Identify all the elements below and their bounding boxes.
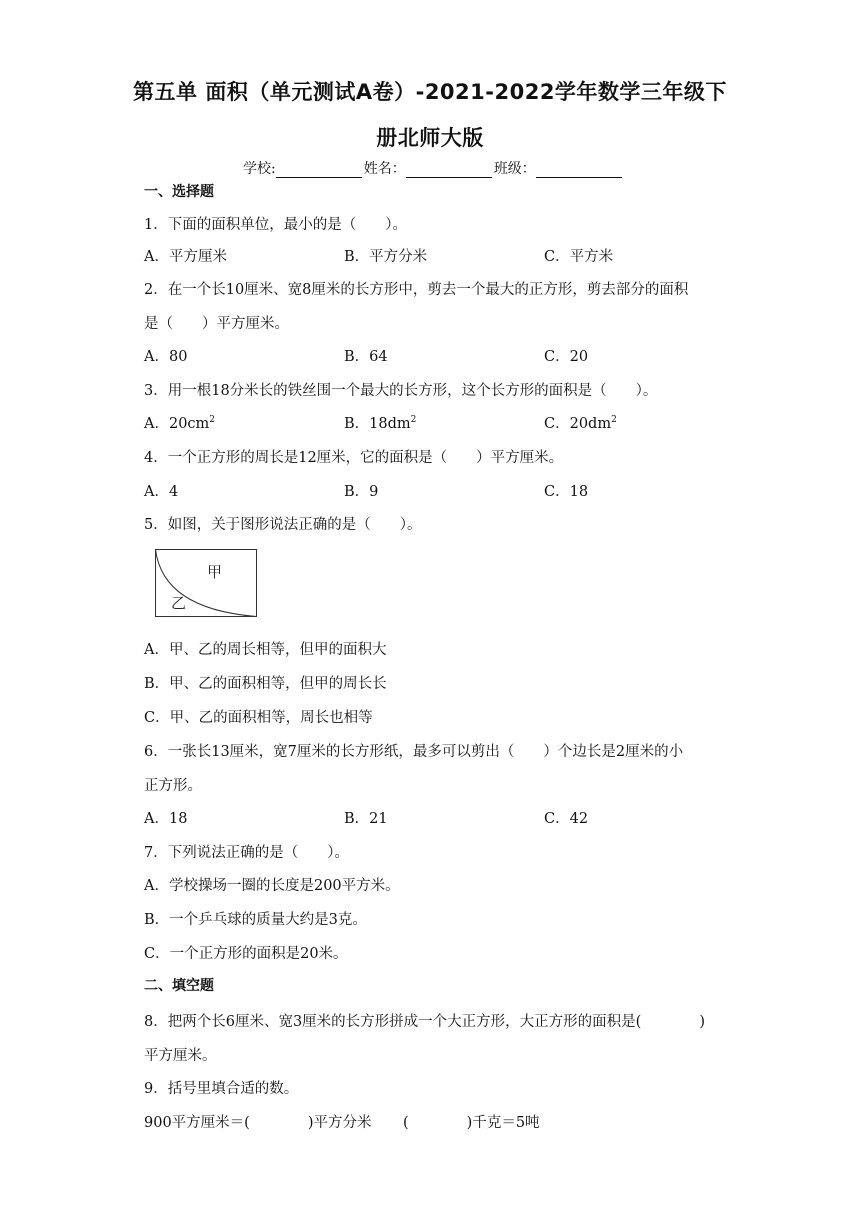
q3-option-b-sup: 2 [410, 415, 417, 425]
q3-option-c[interactable] [544, 412, 617, 433]
section-heading-choice: 一、选择题 [144, 184, 214, 200]
section-heading-fill: 二、填空题 [144, 978, 214, 994]
q3-option-c-sup: 2 [611, 415, 617, 425]
q6-option-a[interactable]: A．18 [144, 811, 188, 827]
q5-option-b[interactable]: B．甲、乙的面积相等，但甲的周长长 [144, 676, 387, 692]
q5-figure [155, 549, 257, 617]
q3-option-a[interactable] [144, 412, 215, 433]
question-4: 4．一个正方形的周长是12厘米，它的面积是（ ）平方厘米。 [144, 450, 564, 466]
q3-option-a-sup: 2 [209, 415, 216, 425]
page-title-line1: 第五单 面积（单元测试A卷）-2021-2022学年数学三年级下 [133, 80, 727, 104]
question-3: 3．用一根18分米长的铁丝围一个最大的长方形，这个长方形的面积是（ ）。 [144, 383, 658, 399]
class-blank[interactable] [536, 163, 622, 178]
q2-option-c[interactable]: C．20 [544, 349, 589, 365]
q3-option-b[interactable] [344, 412, 416, 433]
q7-option-b[interactable]: B．一个乒乓球的质量大约是3克。 [144, 912, 367, 928]
q1-option-a[interactable]: A．平方厘米 [144, 249, 227, 265]
q5-option-a[interactable]: A．甲、乙的周长相等，但甲的面积大 [144, 642, 387, 658]
page-title-line2: 册北师大版 [376, 126, 484, 150]
school-blank[interactable] [276, 163, 362, 178]
q3-option-a-text: A．20cm [144, 416, 210, 432]
q6-option-c[interactable]: C．42 [544, 811, 589, 827]
question-2-line2: 是（ ）平方厘米。 [144, 316, 289, 332]
q3-option-c-text: C．20dm [544, 416, 612, 432]
student-info [243, 158, 624, 178]
q4-option-a[interactable]: A．4 [144, 484, 179, 500]
name-label: 姓名： [363, 161, 406, 177]
q4-option-c[interactable]: C．18 [544, 484, 589, 500]
q9-fill-1[interactable]: 900平方厘米＝( )平方分米 [144, 1115, 372, 1131]
question-2-line1: 2．在一个长10厘米、宽8厘米的长方形中，剪去一个最大的正方形，剪去部分的面积 [144, 282, 689, 298]
question-1: 1．下面的面积单位，最小的是（ ）。 [144, 217, 407, 233]
question-8-line2: 平方厘米。 [144, 1048, 217, 1064]
q4-option-b[interactable]: B．9 [344, 484, 379, 500]
q3-option-b-text: B．18dm [344, 416, 411, 432]
figure-label-jia: 甲 [207, 563, 223, 581]
class-label: 班级： [493, 161, 536, 177]
figure-label-yi: 乙 [171, 594, 187, 612]
question-6-line1: 6．一张长13厘米，宽7厘米的长方形纸，最多可以剪出（ ）个边长是2厘米的小 [144, 744, 684, 760]
question-7: 7．下列说法正确的是（ ）。 [144, 845, 349, 861]
question-6-line2: 正方形。 [144, 778, 202, 794]
q1-option-c[interactable]: C．平方米 [544, 249, 614, 265]
q7-option-a[interactable]: A．学校操场一圈的长度是200平方米。 [144, 878, 400, 894]
question-8-line1: 8．把两个长6厘米、宽3厘米的长方形拼成一个大正方形，大正方形的面积是( ) [144, 1014, 705, 1030]
q5-option-c[interactable]: C．甲、乙的面积相等，周长也相等 [144, 710, 373, 726]
q2-option-a[interactable]: A．80 [144, 349, 188, 365]
name-blank[interactable] [406, 163, 492, 178]
q1-option-b[interactable]: B．平方分米 [344, 249, 428, 265]
question-9: 9．括号里填合适的数。 [144, 1081, 299, 1097]
q2-option-b[interactable]: B．64 [344, 349, 388, 365]
q7-option-c[interactable]: C．一个正方形的面积是20米。 [144, 946, 348, 962]
question-5: 5．如图，关于图形说法正确的是（ ）。 [144, 517, 422, 533]
q9-fill-2[interactable]: ( )千克＝5吨 [403, 1115, 540, 1131]
school-label: 学校: [243, 161, 276, 177]
q6-option-b[interactable]: B．21 [344, 811, 388, 827]
